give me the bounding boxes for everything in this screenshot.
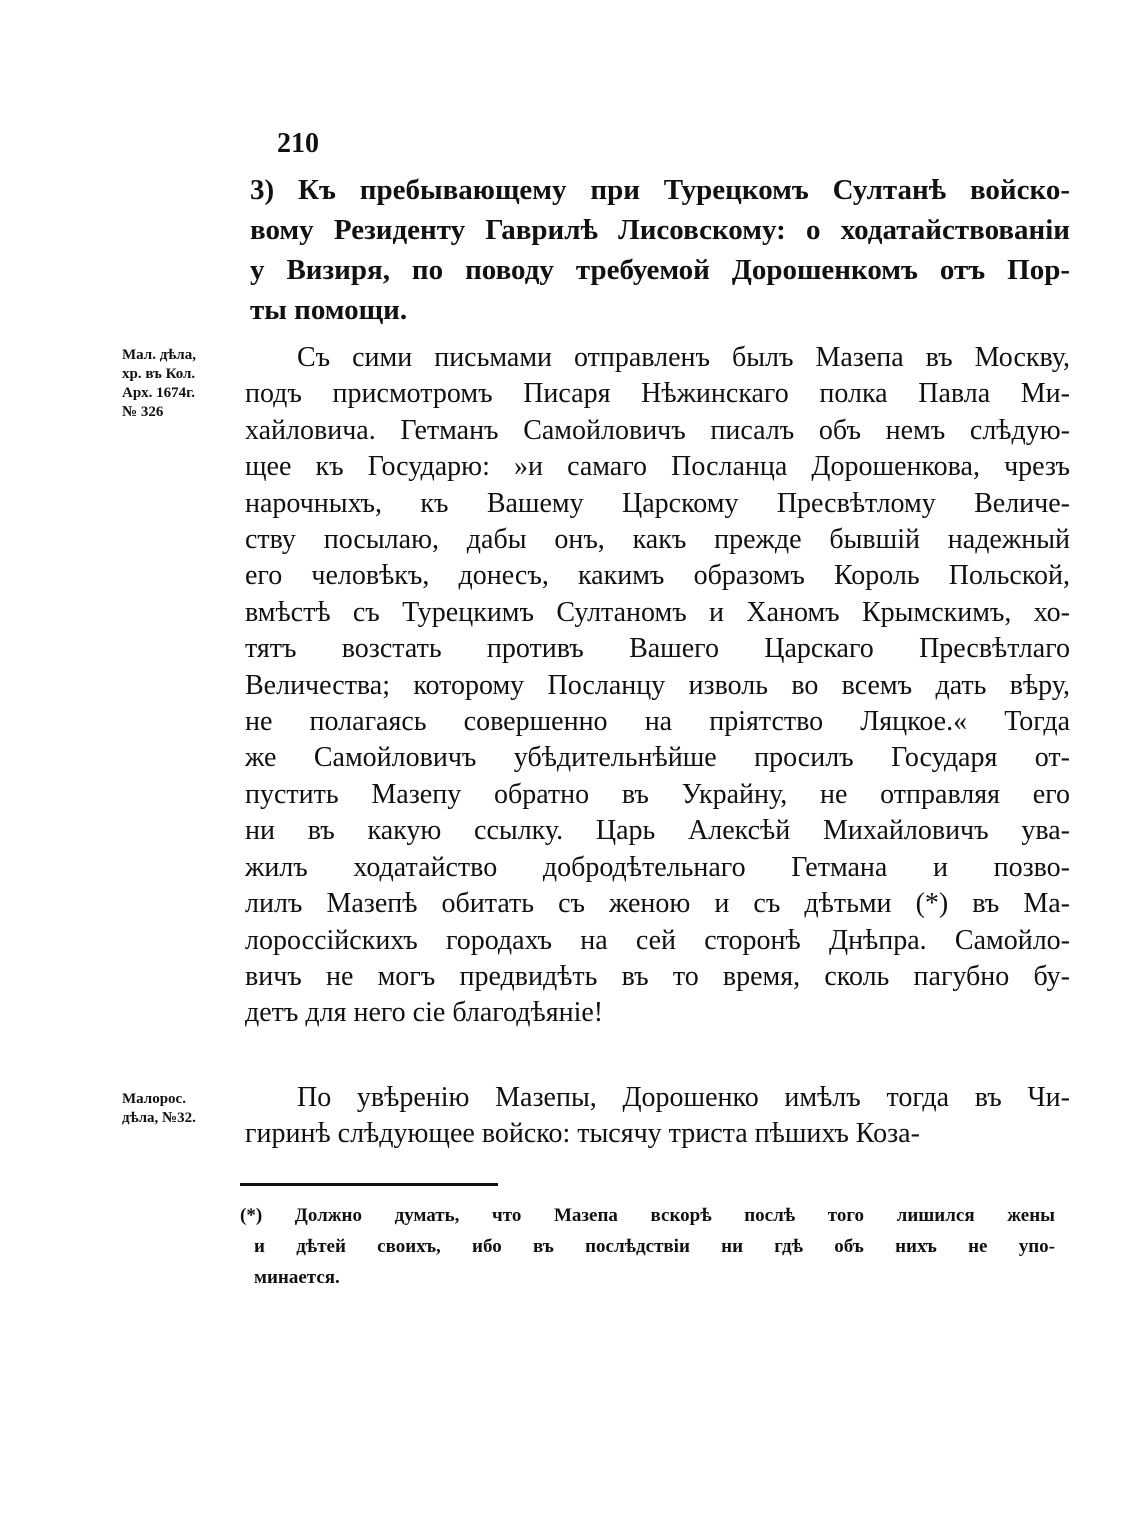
margin-note-malorossiyskie bbox=[122, 1090, 196, 1128]
text-line: Съ сими письмами отправленъ былъ Мазепа въ Москву, bbox=[297, 342, 1070, 373]
margin-note-line: № 326 bbox=[122, 404, 164, 420]
text-line: щее къ Государю: »и самаго Посланца Дорошенкова, чрезъ bbox=[245, 451, 1070, 483]
margin-note-line: дѣла, №32. bbox=[122, 1110, 196, 1126]
heading-item bbox=[250, 170, 1070, 330]
text-line: лилъ Мазепѣ обитать съ женою и съ дѣтьми (*) въ Ма- bbox=[245, 888, 1070, 920]
body-paragraph-1 bbox=[245, 340, 1070, 1032]
text-line: пустить Мазепу обратно въ Украйну, не отправляя его bbox=[245, 778, 1070, 810]
margin-note-line: Мал. дѣла, bbox=[122, 347, 196, 363]
text-line: вмѣстѣ съ Турецкимъ Султаномъ и Ханомъ Крымскимъ, хо- bbox=[245, 596, 1070, 628]
margin-note-archive bbox=[122, 346, 196, 422]
margin-note-line: хр. въ Кол. bbox=[122, 366, 196, 382]
footnote-line: (*) Должно думать, что Мазепа вскорѣ послѣ того лишился жены bbox=[240, 1205, 1055, 1226]
text-line: Величества; которому Посланцу изволь во всемъ дать вѣру, bbox=[245, 669, 1070, 701]
heading-line: 3) Къ пребывающему при Турецкомъ Султанѣ войско- bbox=[250, 174, 1070, 206]
text-line: нарочныхъ, къ Вашему Царскому Пресвѣтлому Величе- bbox=[245, 487, 1070, 519]
page-number: 210 bbox=[277, 128, 319, 159]
footnote-line: минается. bbox=[254, 1267, 340, 1288]
text-line: же Самойловичъ убѣдительнѣйше просилъ Государя от- bbox=[245, 742, 1070, 774]
footnote bbox=[240, 1200, 1055, 1293]
heading-line: у Визиря, по поводу требуемой Дорошенкомъ отъ Пор- bbox=[250, 254, 1070, 286]
text-line: детъ для него сіе благодѣяніе! bbox=[245, 997, 604, 1029]
text-line: жилъ ходатайство добродѣтельнаго Гетмана и позво- bbox=[245, 851, 1070, 883]
text-line: не полагаясь совершенно на пріятство Ляцкое.« Тогда bbox=[245, 706, 1070, 738]
footnote-line: и дѣтей своихъ, ибо въ послѣдствіи ни гдѣ объ нихъ не упо- bbox=[254, 1236, 1055, 1257]
text-line: его человѣкъ, донесъ, какимъ образомъ Король Польской, bbox=[245, 560, 1070, 592]
text-line: ству посылаю, дабы онъ, какъ прежде бывшій надежный bbox=[245, 524, 1070, 556]
text-line: вичъ не могъ предвидѣть въ то время, сколь пагубно бу- bbox=[245, 960, 1070, 992]
margin-note-line: Малорос. bbox=[122, 1091, 186, 1107]
margin-note-line: Арх. 1674г. bbox=[122, 385, 196, 401]
text-line: гиринѣ слѣдующее войско: тысячу триста пѣшихъ Коза- bbox=[245, 1118, 920, 1150]
text-line: ни въ какую ссылку. Царь Алексѣй Михайловичъ ува- bbox=[245, 815, 1070, 847]
text-line: подъ присмотромъ Писаря Нѣжинскаго полка Павла Ми- bbox=[245, 378, 1070, 410]
footnote-rule bbox=[240, 1183, 498, 1186]
text-line: лороссійскихъ городахъ на сей сторонѣ Днѣпра. Самойло- bbox=[245, 924, 1070, 956]
text-line: тятъ возстать противъ Вашего Царскаго Пресвѣтлаго bbox=[245, 633, 1070, 665]
heading-line: ты помощи. bbox=[250, 294, 408, 326]
body-paragraph-2 bbox=[245, 1080, 1070, 1153]
text-line: хайловича. Гетманъ Самойловичъ писалъ объ немъ слѣдую- bbox=[245, 414, 1070, 446]
heading-line: вому Резиденту Гаврилѣ Лисовскому: о ходатайствованіи bbox=[250, 214, 1070, 246]
text-line: По увѣренію Мазепы, Дорошенко имѣлъ тогда въ Чи- bbox=[297, 1082, 1070, 1113]
